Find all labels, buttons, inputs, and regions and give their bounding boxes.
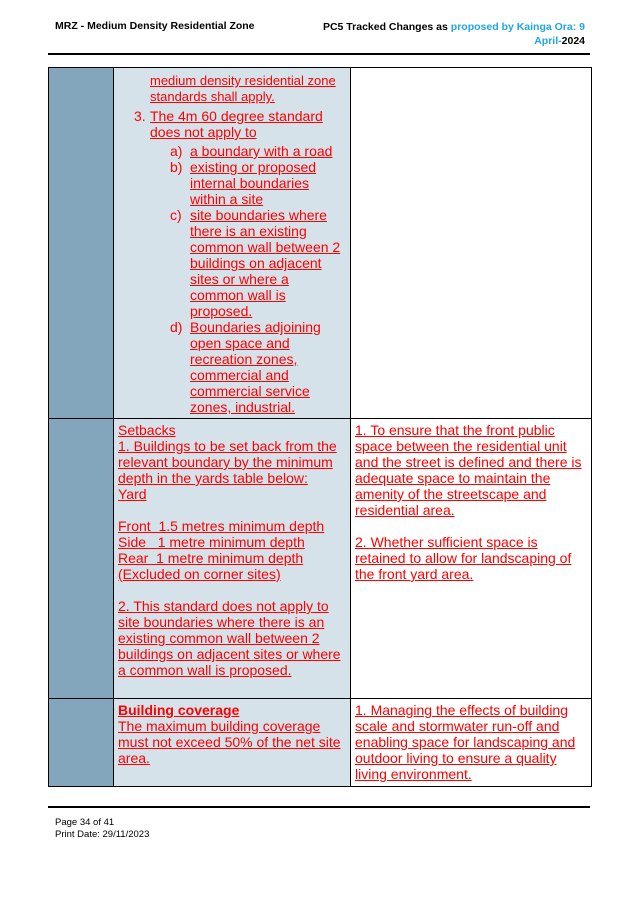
list-text: The 4m 60 degree standard does not apply to (150, 108, 323, 140)
reason-cell (351, 419, 592, 699)
setbacks-block (114, 419, 350, 681)
list-number: a) (170, 143, 183, 159)
spacer (118, 582, 346, 598)
header-highlight-month: April- (534, 35, 562, 47)
list-item (114, 319, 350, 418)
list-text: site boundaries where there is an existing common wall between 2 buildings on adjacent sites or where a common wall is proposed. (190, 207, 341, 319)
list-text: existing or proposed internal boundaries within a site (190, 159, 317, 207)
setbacks-reason-1: 1. To ensure that the front public space between the residential unit and the street is defined and there is adequate space to maintain the amenity of the streetscape and residential area. (355, 422, 582, 518)
header-prefix: PC5 Tracked Changes as (322, 21, 448, 33)
setbacks-title: Setbacks (118, 422, 176, 438)
header-highlight: proposed by Kainga Ora: 9 (450, 21, 585, 33)
front-yard: Front 1.5 metres minimum depth (118, 518, 325, 534)
list-number: d) (170, 319, 183, 335)
standards-table (48, 67, 592, 787)
standard-cell (114, 419, 351, 699)
header-rule (48, 53, 590, 55)
print-date: Print Date: 29/11/2023 (55, 829, 150, 840)
setbacks-paragraph-2: 2. This standard does not apply to site boundaries where there is an existing common wall between 2 buildings on adjacent sites or where a common wall is proposed. (118, 598, 341, 678)
reason-cell (351, 699, 592, 787)
list-number: 3. (134, 108, 146, 124)
header-year: 2024 (561, 35, 585, 47)
list-number: b) (170, 159, 183, 175)
continuation-text: medium density residential zone standards shall apply. (150, 73, 336, 104)
page-number: Page 34 of 41 (55, 817, 115, 828)
yard-heading: Yard (118, 486, 147, 502)
spacer (118, 502, 346, 518)
coverage-reason: 1. Managing the effects of building scale and stormwater run-off and enabling space for landscaping and outdoor living to ensure a quality living environment. (355, 702, 576, 782)
rear-yard: Rear 1 metre minimum depth (118, 550, 304, 566)
spacer (355, 518, 587, 534)
list-text: Boundaries adjoining open space and recreation zones, commercial and commercial service zones, industrial. (190, 319, 321, 415)
coverage-title: Building coverage (118, 702, 240, 718)
coverage-block (114, 699, 350, 769)
row-label-cell (49, 68, 114, 419)
reason-cell (351, 68, 592, 419)
header-title: MRZ - Medium Density Residential Zone (55, 20, 255, 32)
header-tracked-changes (315, 20, 585, 48)
row-label-cell (49, 419, 114, 699)
list-item (114, 143, 350, 159)
standard-cell (114, 68, 351, 419)
list-item (114, 159, 350, 207)
excluded-note: (Excluded on corner sites) (118, 566, 281, 582)
table-row (49, 419, 592, 699)
footer-rule (48, 806, 590, 808)
footer (55, 817, 149, 841)
side-yard: Side 1 metre minimum depth (118, 534, 305, 550)
table-row (49, 699, 592, 787)
standard-cell (114, 699, 351, 787)
list-text: a boundary with a road (190, 143, 333, 159)
coverage-text: The maximum building coverage must not exceed 50% of the net site area. (118, 718, 341, 766)
table-row (49, 68, 592, 419)
setbacks-reason-2: 2. Whether sufficient space is retained to allow for landscaping of the front yard area. (355, 534, 572, 582)
setbacks-paragraph-1: 1. Buildings to be set back from the relevant boundary by the minimum depth in the yards table below: (118, 438, 337, 486)
list-item (114, 108, 350, 143)
list-item (114, 207, 350, 319)
list-number: c) (170, 207, 182, 223)
setbacks-reasons (351, 419, 591, 585)
row-label-cell (49, 699, 114, 787)
